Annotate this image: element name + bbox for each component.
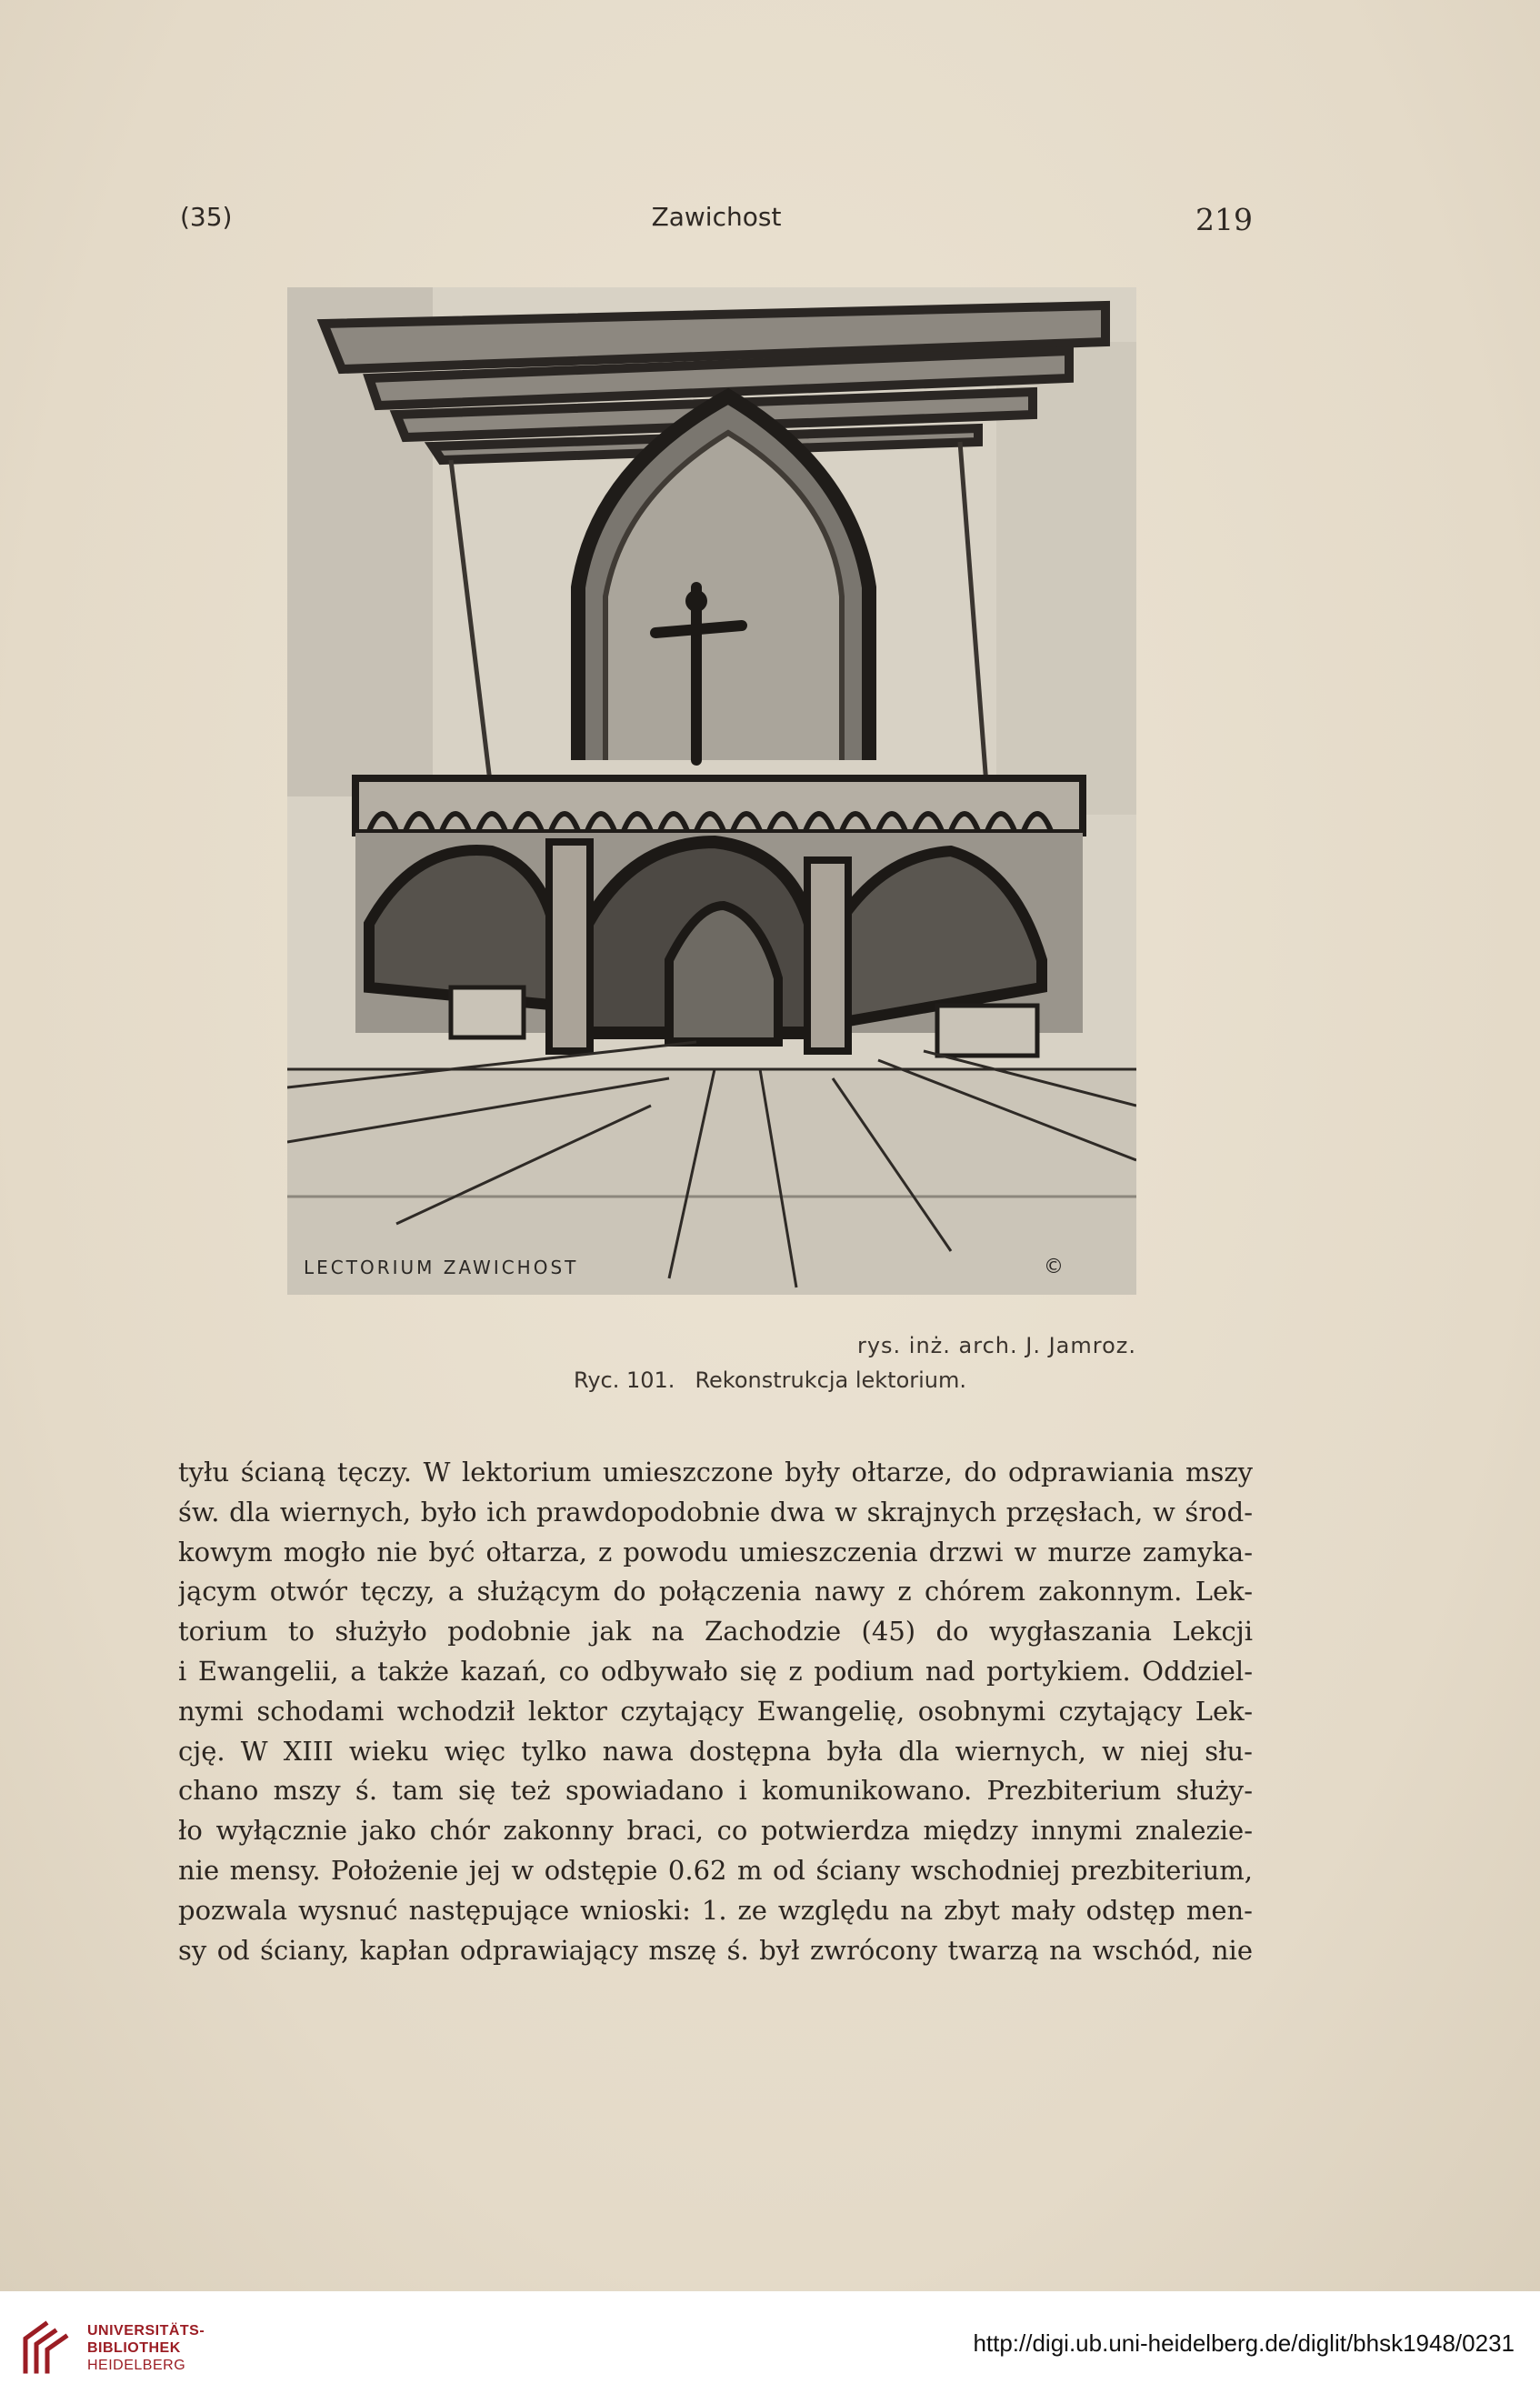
text-line: chano mszy ś. tam się też spowiadano i komunikowano. Prezbiterium służy- — [178, 1775, 1253, 1807]
figure-credit: rys. inż. arch. J. Jamroz. — [856, 1333, 1136, 1358]
text-line: tyłu ścianą tęczy. W lektorium umieszczone były ołtarze, do odprawiania mszy — [178, 1457, 1253, 1487]
library-name-line1: UNIVERSITÄTS- — [87, 2323, 205, 2339]
text-line: i Ewangelii, a także kazań, co odbywało się z podium nad portykiem. Oddziel- — [178, 1655, 1253, 1687]
running-title: Zawichost — [651, 202, 782, 232]
illustration-lectorium — [287, 287, 1136, 1295]
text-line: torium to służyło podobnie jak na Zachodzie (45) do wygłaszania Lekcji — [178, 1616, 1253, 1648]
text-line: sy od ściany, kapłan odprawiający mszę ś. był zwrócony twarzą na wschód, nie — [178, 1934, 1253, 1966]
drawing-label: LECTORIUM ZAWICHOST — [304, 1257, 579, 1278]
library-footer — [0, 2291, 1540, 2404]
caption-text: Rekonstrukcja lektorium. — [695, 1367, 967, 1393]
running-header — [180, 202, 1253, 238]
body-paragraph — [178, 1453, 1253, 1970]
lectorium-drawing — [287, 287, 1136, 1295]
figure-caption — [0, 1367, 1540, 1393]
text-line: św. dla wiernych, było ich prawdopodobnie dwa w skrajnych przęsłach, w środ- — [178, 1496, 1253, 1528]
text-line: jącym otwór tęczy, a służącym do połączenia nawy z chórem zakonnym. Lek- — [178, 1576, 1253, 1608]
library-name-line3: HEIDELBERG — [87, 2358, 186, 2373]
section-number: (35) — [180, 202, 233, 232]
library-name — [87, 2322, 205, 2374]
text-line: pozwala wysnuć następujące wnioski: 1. ze względu na zbyt mały odstęp men- — [178, 1894, 1253, 1926]
text-line: cję. W XIII wieku więc tylko nawa dostępna była dla wiernych, w niej słu- — [178, 1735, 1253, 1767]
text-line: nie mensy. Położenie jej w odstępie 0.62 m od ściany wschodniej prezbiterium, — [178, 1854, 1253, 1886]
text-line: kowym mogło nie być ołtarza, z powodu umieszczenia drzwi w murze zamyka- — [178, 1536, 1253, 1568]
page-number: 219 — [1195, 202, 1253, 237]
artist-mark: © — [1044, 1256, 1064, 1278]
library-name-line2: BIBLIOTHEK — [87, 2340, 181, 2356]
permalink-url[interactable]: http://digi.ub.uni-heidelberg.de/diglit/bhsk1948/0231 — [973, 2329, 1515, 2357]
text-line: nymi schodami wchodził lektor czytający Ewangelię, osobnymi czytający Lek- — [178, 1695, 1253, 1727]
library-logo-icon — [18, 2319, 73, 2377]
text-line: ło wyłącznie jako chór zakonny braci, co potwierdza między innymi znalezie- — [178, 1815, 1253, 1847]
caption-number: Ryc. 101. — [573, 1367, 675, 1393]
